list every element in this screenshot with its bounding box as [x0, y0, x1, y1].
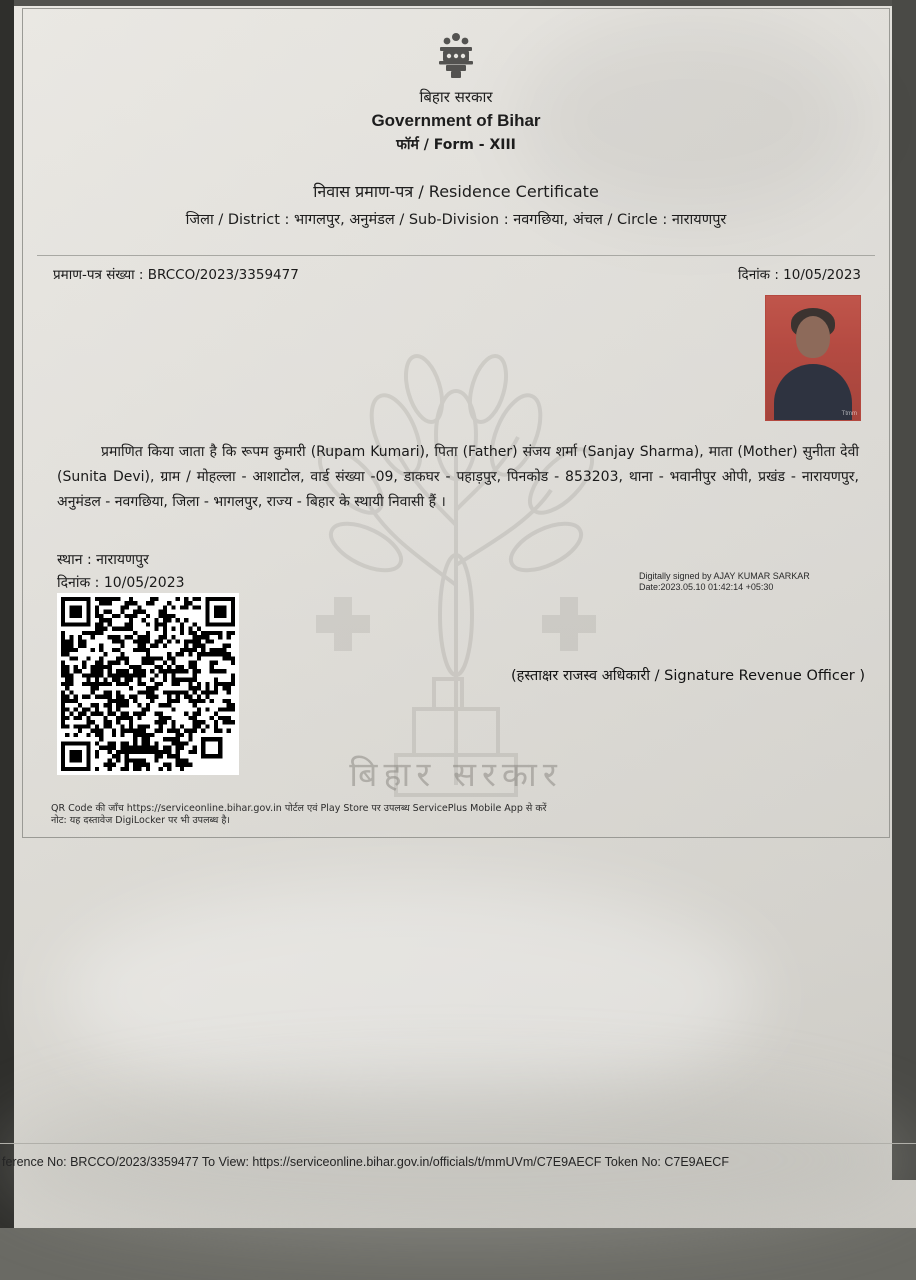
government-name-hindi: बिहार सरकार [419, 88, 493, 106]
digital-signature-block [639, 571, 869, 593]
tree-watermark-icon [246, 285, 666, 805]
qr-code-canvas [61, 597, 235, 771]
photo-head [796, 316, 830, 358]
reference-strip: ference No: BRCCO/2023/3359477 To View: https://serviceonline.bihar.gov.in/officials/t/mmUVm/C7E9AECF Token No: C7E9AECF [2, 1155, 729, 1169]
page-edge-left [0, 0, 14, 1230]
qr-code[interactable] [57, 593, 239, 775]
certificate-body-text: प्रमाणित किया जाता है कि रूपम कुमारी (Rupam Kumari), पिता (Father) संजय शर्मा (Sanjay Sharma), माता (Mother) सुनीता देवी (Sunita Devi), ग्राम / मोहल्ला - आशाटोल, वार्ड संख्या -09, डाकघर - पहाड़पुर, पिनकोड - 853203, थाना - भवानीपुर ओपी, प्रखंड - नारायणपुर, अनुमंडल - नवगछिया, जिला - भागलपुर, राज्य - बिहार के स्थायी निवासी हैं । [57, 444, 859, 510]
signature-caption: (हस्ताक्षर राजस्व अधिकारी / Signature Revenue Officer ) [510, 668, 865, 684]
india-state-emblem-icon [430, 25, 482, 85]
certificate-body [29, 15, 883, 831]
applicant-photo [765, 295, 861, 421]
footer-note-line-2: नोट: यह दस्तावेज DigiLocker पर भी उपलब्ध है। [51, 815, 230, 826]
certificate-border [22, 8, 890, 838]
photo-torso [774, 364, 852, 420]
page-edge-bottom [0, 1228, 916, 1280]
watermark-text: बिहार सरकार [349, 755, 563, 795]
signed-date-label: दिनांक : 10/05/2023 [57, 575, 185, 591]
form-number: फॉर्म / Form - XIII [396, 137, 516, 153]
issue-date: दिनांक : 10/05/2023 [738, 267, 861, 283]
page-edge-right [892, 0, 916, 1180]
digital-signature-date: Date:2023.05.10 01:42:14 +05:30 [639, 582, 774, 592]
scan-shading [60, 880, 760, 1110]
government-name-english: Government of Bihar [371, 111, 541, 130]
district-subdivision-circle: जिला / District : भागलपुर, अनुमंडल / Sub-Division : नवगछिया, अंचल / Circle : नारायणपुर [185, 212, 727, 228]
footer-note [51, 803, 547, 827]
digital-signature-signer: Digitally signed by AJAY KUMAR SARKAR [639, 571, 810, 581]
page-edge-top [0, 0, 916, 6]
reference-divider [0, 1143, 916, 1144]
document-title: निवास प्रमाण-पत्र / Residence Certificate [313, 182, 599, 201]
certificate-number: प्रमाण-पत्र संख्या : BRCCO/2023/3359477 [53, 267, 299, 283]
place-label: स्थान : नारायणपुर [57, 552, 149, 568]
photo-corner-stamp: Ttmm [841, 411, 857, 417]
header-divider [37, 255, 875, 256]
footer-note-line-1: QR Code की जाँच https://serviceonline.bihar.gov.in पोर्टल एवं Play Store पर उपलब्ध ServicePlus Mobile App से करें [51, 803, 547, 814]
